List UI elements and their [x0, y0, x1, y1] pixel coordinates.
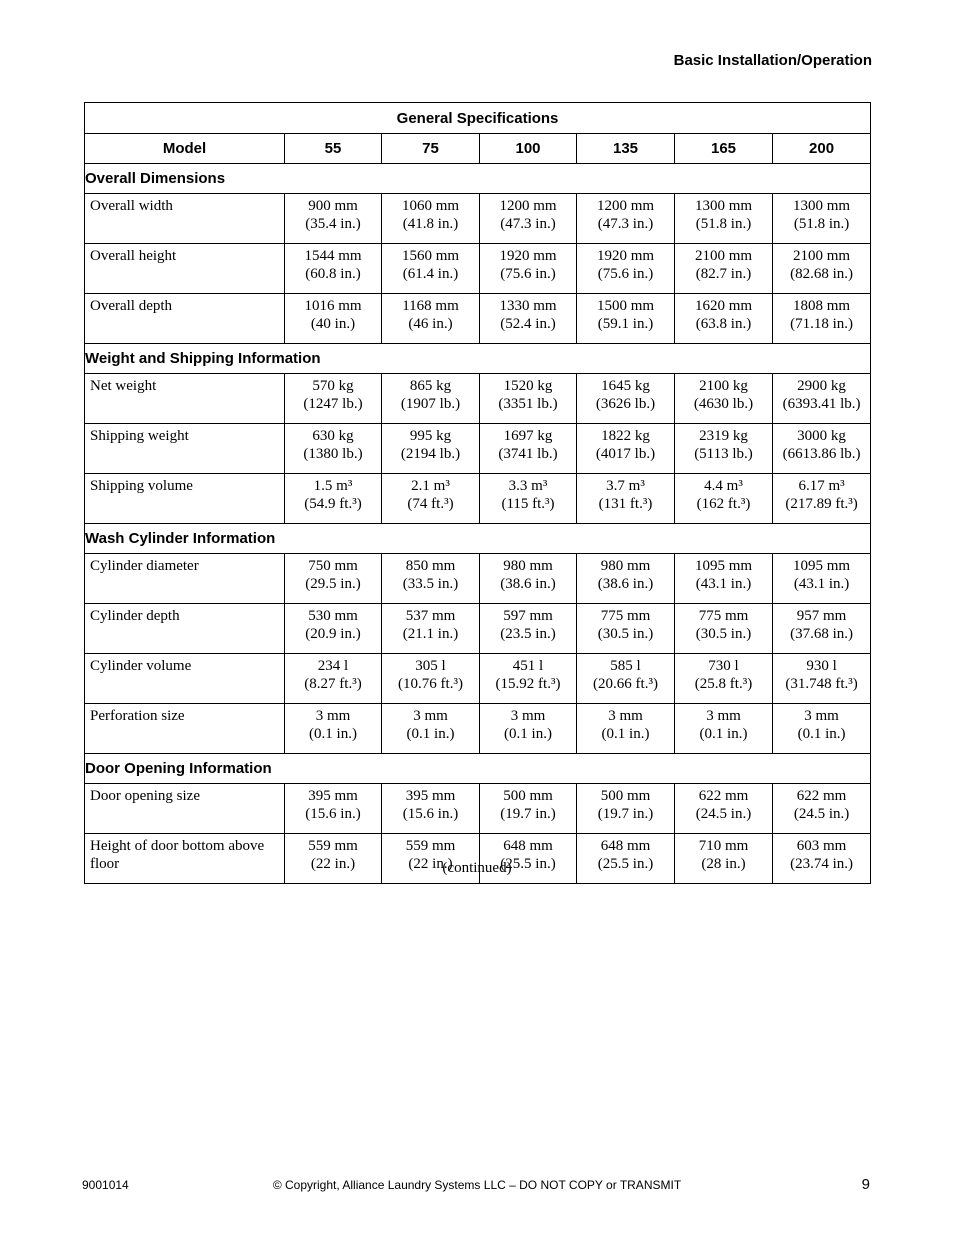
metric-value: 980 mm — [600, 558, 651, 574]
table-cell — [773, 244, 871, 294]
imperial-value: (46 in.) — [408, 316, 453, 332]
metric-value: 1822 kg — [601, 428, 650, 444]
metric-value: 530 mm — [308, 608, 358, 624]
table-cell — [577, 294, 675, 344]
table-cell — [773, 424, 871, 474]
table-cell — [675, 374, 773, 424]
section-heading-row — [85, 524, 871, 554]
metric-value: 500 mm — [503, 788, 553, 804]
table-cell — [675, 704, 773, 754]
table-cell — [773, 294, 871, 344]
imperial-value: (43.1 in.) — [793, 576, 850, 592]
imperial-value: (54.9 ft.³) — [304, 496, 362, 512]
metric-value: 1697 kg — [503, 428, 553, 444]
metric-value: 2100 mm — [694, 248, 753, 264]
metric-value: 395 mm — [308, 788, 358, 804]
table-cell — [285, 784, 382, 834]
imperial-value: (37.68 in.) — [790, 626, 853, 642]
imperial-value: (82.68 in.) — [790, 266, 853, 282]
model-column-header: 165 — [675, 134, 773, 164]
imperial-value: (3351 lb.) — [498, 396, 558, 412]
metric-value: 585 l — [610, 658, 641, 674]
imperial-value: (25.5 in.) — [500, 856, 556, 872]
imperial-value: (25.8 ft.³) — [694, 676, 753, 692]
table-cell — [480, 244, 577, 294]
table-row — [85, 784, 871, 834]
doc-number: 9001014 — [82, 1178, 129, 1192]
metric-value: 2900 kg — [797, 378, 846, 394]
row-label: Door opening size — [85, 784, 285, 834]
metric-value: 537 mm — [405, 608, 456, 624]
metric-value: 850 mm — [405, 558, 456, 574]
metric-value: 395 mm — [405, 788, 456, 804]
section-heading: Wash Cylinder Information — [85, 524, 871, 554]
imperial-value: (38.6 in.) — [597, 576, 654, 592]
imperial-value: (0.1 in.) — [504, 726, 552, 742]
table-cell — [382, 554, 480, 604]
imperial-value: (43.1 in.) — [695, 576, 752, 592]
model-column-header: 135 — [577, 134, 675, 164]
table-cell — [773, 194, 871, 244]
imperial-value: (82.7 in.) — [695, 266, 752, 282]
table-cell — [675, 784, 773, 834]
imperial-value: (30.5 in.) — [695, 626, 752, 642]
metric-value: 559 mm — [405, 838, 456, 854]
metric-value: 1095 mm — [694, 558, 753, 574]
metric-value: 451 l — [512, 658, 544, 674]
metric-value: 1300 mm — [793, 198, 851, 214]
imperial-value: (24.5 in.) — [793, 806, 850, 822]
metric-value: 1808 mm — [793, 298, 851, 314]
model-label: Model — [85, 134, 285, 164]
imperial-value: (35.4 in.) — [305, 216, 361, 232]
metric-value: 1200 mm — [499, 198, 557, 214]
imperial-value: (1380 lb.) — [303, 446, 363, 462]
row-label: Perforation size — [85, 704, 285, 754]
imperial-value: (23.5 in.) — [500, 626, 556, 642]
imperial-value: (52.4 in.) — [500, 316, 556, 332]
metric-value: 3000 kg — [797, 428, 846, 444]
imperial-value: (21.1 in.) — [402, 626, 459, 642]
table-cell — [285, 704, 382, 754]
section-heading-row — [85, 344, 871, 374]
row-label: Shipping weight — [85, 424, 285, 474]
imperial-value: (20.66 ft.³) — [593, 676, 658, 692]
metric-value: 3 mm — [510, 708, 546, 724]
imperial-value: (162 ft.³) — [696, 496, 751, 512]
table-row — [85, 604, 871, 654]
table-cell — [675, 194, 773, 244]
table-row — [85, 554, 871, 604]
model-column-header: 100 — [480, 134, 577, 164]
imperial-value: (60.8 in.) — [305, 266, 361, 282]
metric-value: 2100 mm — [793, 248, 851, 264]
imperial-value: (22 in.) — [408, 856, 453, 872]
row-label: Height of door bottom above floor — [85, 834, 285, 884]
imperial-value: (40 in.) — [310, 316, 356, 332]
table-cell — [577, 654, 675, 704]
metric-value: 1645 kg — [601, 378, 650, 394]
metric-value: 603 mm — [796, 838, 847, 854]
metric-value: 2100 kg — [699, 378, 748, 394]
metric-value: 1168 mm — [402, 298, 459, 314]
imperial-value: (217.89 ft.³) — [785, 496, 858, 512]
table-row — [85, 194, 871, 244]
table-cell — [577, 784, 675, 834]
imperial-value: (24.5 in.) — [695, 806, 752, 822]
imperial-value: (31.748 ft.³) — [785, 676, 858, 692]
table-cell — [480, 704, 577, 754]
metric-value: 4.4 m³ — [704, 478, 743, 494]
table-cell — [285, 424, 382, 474]
metric-value: 750 mm — [308, 558, 358, 574]
table-row — [85, 374, 871, 424]
table-cell — [480, 784, 577, 834]
metric-value: 622 mm — [698, 788, 749, 804]
imperial-value: (19.7 in.) — [597, 806, 654, 822]
imperial-value: (131 ft.³) — [598, 496, 653, 512]
metric-value: 559 mm — [308, 838, 358, 854]
imperial-value: (15.92 ft.³) — [495, 676, 561, 692]
imperial-value: (8.27 ft.³) — [304, 676, 362, 692]
table-cell — [773, 604, 871, 654]
metric-value: 3 mm — [608, 708, 643, 724]
metric-value: 1330 mm — [499, 298, 557, 314]
table-cell — [285, 374, 382, 424]
row-label: Overall height — [85, 244, 285, 294]
model-header-row — [85, 134, 871, 164]
imperial-value: (59.1 in.) — [597, 316, 654, 332]
table-title: General Specifications — [85, 103, 871, 134]
imperial-value: (0.1 in.) — [601, 726, 650, 742]
metric-value: 3.7 m³ — [606, 478, 645, 494]
metric-value: 2.1 m³ — [411, 478, 450, 494]
imperial-value: (51.8 in.) — [793, 216, 850, 232]
metric-value: 3 mm — [413, 708, 448, 724]
table-cell — [285, 474, 382, 524]
section-heading-row — [85, 164, 871, 194]
table-cell — [773, 784, 871, 834]
imperial-value: (15.6 in.) — [402, 806, 459, 822]
imperial-value: (4017 lb.) — [595, 446, 656, 462]
metric-value: 3 mm — [706, 708, 741, 724]
metric-value: 1920 mm — [499, 248, 557, 264]
metric-value: 305 l — [415, 658, 446, 674]
table-cell — [382, 294, 480, 344]
imperial-value: (0.1 in.) — [406, 726, 455, 742]
metric-value: 980 mm — [503, 558, 553, 574]
table-cell — [480, 374, 577, 424]
row-label: Net weight — [85, 374, 285, 424]
metric-value: 930 l — [806, 658, 837, 674]
table-cell — [382, 654, 480, 704]
section-heading: Overall Dimensions — [85, 164, 871, 194]
imperial-value: (71.18 in.) — [790, 316, 853, 332]
imperial-value: (74 ft.³) — [407, 496, 454, 512]
metric-value: 710 mm — [698, 838, 749, 854]
table-cell — [382, 704, 480, 754]
table-row — [85, 704, 871, 754]
section-heading: Door Opening Information — [85, 754, 871, 784]
imperial-value: (3626 lb.) — [595, 396, 656, 412]
row-label: Cylinder depth — [85, 604, 285, 654]
metric-value: 622 mm — [796, 788, 847, 804]
table-cell — [675, 604, 773, 654]
imperial-value: (38.6 in.) — [500, 576, 556, 592]
imperial-value: (61.4 in.) — [402, 266, 459, 282]
table-cell — [577, 474, 675, 524]
metric-value: 1.5 m³ — [313, 478, 353, 494]
table-title-row — [85, 103, 871, 134]
imperial-value: (19.7 in.) — [500, 806, 556, 822]
imperial-value: (0.1 in.) — [309, 726, 357, 742]
imperial-value: (25.5 in.) — [597, 856, 654, 872]
row-label: Cylinder diameter — [85, 554, 285, 604]
metric-value: 957 mm — [796, 608, 847, 624]
metric-value: 630 kg — [312, 428, 354, 444]
metric-value: 1560 mm — [401, 248, 460, 264]
model-column-header: 200 — [773, 134, 871, 164]
imperial-value: (2194 lb.) — [400, 446, 461, 462]
row-label: Overall depth — [85, 294, 285, 344]
table-cell — [773, 554, 871, 604]
metric-value: 500 mm — [600, 788, 651, 804]
table-cell — [480, 194, 577, 244]
metric-value: 1016 mm — [304, 298, 362, 314]
table-cell — [480, 424, 577, 474]
table-cell — [773, 654, 871, 704]
imperial-value: (47.3 in.) — [597, 216, 654, 232]
metric-value: 648 mm — [503, 838, 553, 854]
table-cell — [382, 784, 480, 834]
table-cell — [285, 554, 382, 604]
table-cell — [480, 654, 577, 704]
imperial-value: (30.5 in.) — [597, 626, 654, 642]
table-cell — [480, 294, 577, 344]
section-heading-row — [85, 754, 871, 784]
imperial-value: (0.1 in.) — [699, 726, 748, 742]
metric-value: 1200 mm — [596, 198, 655, 214]
imperial-value: (20.9 in.) — [305, 626, 361, 642]
metric-value: 570 kg — [312, 378, 354, 394]
table-cell — [773, 374, 871, 424]
metric-value: 2319 kg — [699, 428, 748, 444]
imperial-value: (3741 lb.) — [498, 446, 558, 462]
table-cell — [285, 654, 382, 704]
section-header-title: Basic Installation/Operation — [673, 52, 872, 69]
metric-value: 3.3 m³ — [508, 478, 548, 494]
metric-value: 234 l — [317, 658, 349, 674]
imperial-value: (51.8 in.) — [695, 216, 752, 232]
table-row — [85, 654, 871, 704]
table-cell — [382, 374, 480, 424]
imperial-value: (47.3 in.) — [500, 216, 556, 232]
table-cell — [577, 554, 675, 604]
imperial-value: (29.5 in.) — [305, 576, 361, 592]
imperial-value: (10.76 ft.³) — [398, 676, 463, 692]
metric-value: 995 kg — [409, 428, 452, 444]
imperial-value: (5113 lb.) — [694, 446, 753, 462]
imperial-value: (6393.41 lb.) — [782, 396, 861, 412]
imperial-value: (1907 lb.) — [400, 396, 461, 412]
metric-value: 865 kg — [409, 378, 452, 394]
imperial-value: (4630 lb.) — [693, 396, 754, 412]
table-cell — [382, 424, 480, 474]
imperial-value: (28 in.) — [701, 856, 746, 872]
table-cell — [675, 294, 773, 344]
metric-value: 1920 mm — [596, 248, 655, 264]
imperial-value: (15.6 in.) — [305, 806, 361, 822]
table-cell — [675, 244, 773, 294]
metric-value: 1500 mm — [596, 298, 655, 314]
table-row — [85, 244, 871, 294]
table-cell — [480, 604, 577, 654]
imperial-value: (1247 lb.) — [303, 396, 363, 412]
metric-value: 1520 kg — [503, 378, 553, 394]
table-cell — [285, 244, 382, 294]
imperial-value: (75.6 in.) — [597, 266, 654, 282]
section-heading: Weight and Shipping Information — [85, 344, 871, 374]
table-cell — [577, 244, 675, 294]
table-cell — [577, 374, 675, 424]
imperial-value: (41.8 in.) — [402, 216, 459, 232]
table-cell — [675, 474, 773, 524]
table-row — [85, 474, 871, 524]
metric-value: 1544 mm — [304, 248, 362, 264]
metric-value: 900 mm — [308, 198, 358, 214]
page-number: 9 — [861, 1176, 870, 1193]
metric-value: 775 mm — [600, 608, 651, 624]
metric-value: 1095 mm — [793, 558, 851, 574]
imperial-value: (6613.86 lb.) — [782, 446, 861, 462]
table-cell — [675, 654, 773, 704]
table-cell — [773, 704, 871, 754]
imperial-value: (23.74 in.) — [790, 856, 853, 872]
imperial-value: (63.8 in.) — [695, 316, 752, 332]
metric-value: 1300 mm — [694, 198, 753, 214]
imperial-value: (75.6 in.) — [500, 266, 556, 282]
table-row — [85, 294, 871, 344]
table-row — [85, 424, 871, 474]
table-cell — [577, 704, 675, 754]
table-cell — [480, 554, 577, 604]
metric-value: 730 l — [708, 658, 739, 674]
row-label: Overall width — [85, 194, 285, 244]
table-cell — [675, 554, 773, 604]
table-cell — [577, 604, 675, 654]
metric-value: 597 mm — [503, 608, 553, 624]
table-cell — [285, 294, 382, 344]
imperial-value: (33.5 in.) — [402, 576, 459, 592]
copyright-notice: © Copyright, Alliance Laundry Systems LLC – DO NOT COPY or TRANSMIT — [272, 1178, 682, 1192]
metric-value: 1060 mm — [401, 198, 460, 214]
table-cell — [285, 604, 382, 654]
metric-value: 6.17 m³ — [798, 478, 845, 494]
row-label: Shipping volume — [85, 474, 285, 524]
table-cell — [382, 244, 480, 294]
row-label: Cylinder volume — [85, 654, 285, 704]
imperial-value: (22 in.) — [310, 856, 356, 872]
continued-note: (continued) — [442, 860, 512, 876]
general-specifications-table — [84, 102, 871, 884]
table-cell — [382, 604, 480, 654]
metric-value: 1620 mm — [694, 298, 753, 314]
table-cell — [577, 194, 675, 244]
model-column-header: 75 — [382, 134, 480, 164]
imperial-value: (115 ft.³) — [501, 496, 555, 512]
table-cell — [382, 194, 480, 244]
metric-value: 648 mm — [600, 838, 651, 854]
model-column-header: 55 — [285, 134, 382, 164]
metric-value: 3 mm — [804, 708, 839, 724]
metric-value: 775 mm — [698, 608, 749, 624]
metric-value: 3 mm — [315, 708, 351, 724]
imperial-value: (0.1 in.) — [797, 726, 846, 742]
table-cell — [675, 424, 773, 474]
table-cell — [577, 424, 675, 474]
table-cell — [382, 474, 480, 524]
table-cell — [480, 474, 577, 524]
table-cell — [773, 474, 871, 524]
table-cell — [285, 194, 382, 244]
